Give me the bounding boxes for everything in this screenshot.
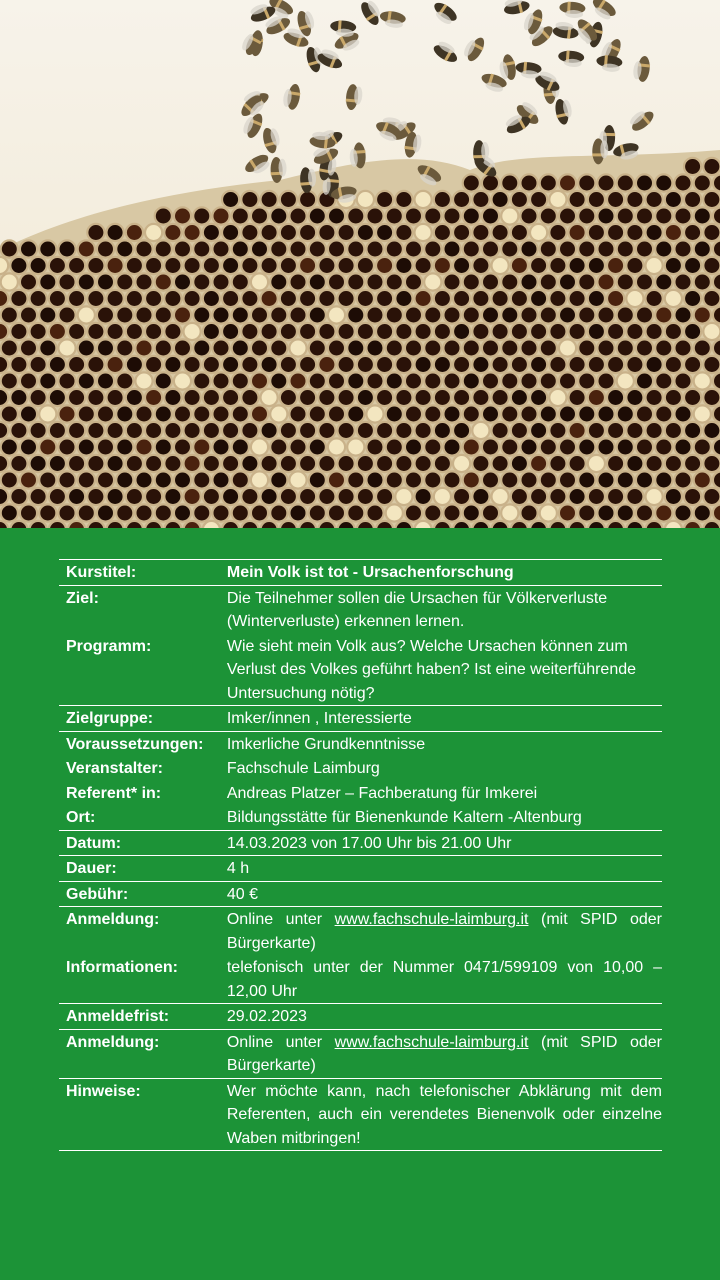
- row-anmeldefrist: [59, 1004, 662, 1030]
- hinweise-value: Wer möchte kann, nach telefonischer Abklärung mit dem Referenten, auch ein verendetes Bienenvolk oder einzelne Waben mitbringen!: [226, 1082, 662, 1147]
- informationen-value: telefonisch unter der Nummer 0471/599109 von 10,00 – 12,00 Uhr: [226, 959, 662, 1000]
- row-anmeldung-2: [59, 1029, 662, 1078]
- ort-value: Bildungsstätte für Bienenkunde Kaltern -Altenburg: [226, 809, 582, 826]
- row-referent: [59, 781, 662, 806]
- row-anmeldung: [59, 907, 662, 956]
- row-gebuehr: [59, 881, 662, 907]
- dauer-value: 4 h: [226, 860, 250, 877]
- gebuehr-value: 40 €: [226, 885, 258, 903]
- zielgruppe-value: Imker/innen , Interessierte: [226, 710, 412, 727]
- honeycomb-photo: [0, 0, 720, 528]
- zielgruppe-label: Zielgruppe:: [66, 710, 154, 727]
- anmeldefrist-value: 29.02.2023: [226, 1008, 307, 1025]
- row-hinweise: [59, 1078, 662, 1151]
- row-ort: [59, 805, 662, 830]
- programm-label: Programm:: [66, 637, 152, 655]
- programm-value: Wie sieht mein Volk aus? Welche Ursachen können zum Verlust des Volkes geführt haben? Ist eine weiterführende Untersuchung nötig?: [226, 637, 637, 702]
- informationen-label: Informationen:: [66, 959, 178, 976]
- voraussetzungen-label: Voraussetzungen:: [66, 735, 204, 753]
- anmeldung-2-value: [220, 1029, 662, 1078]
- anmeldung-2-label: Anmeldung:: [66, 1033, 160, 1051]
- course-info-table: [59, 559, 662, 1151]
- kurstitel-value: Mein Volk ist tot - Ursachenforschung: [226, 564, 514, 581]
- course-info-panel: [0, 528, 720, 1280]
- ziel-value: Die Teilnehmer sollen die Ursachen für Völkerverluste (Winterverluste) erkennen lernen.: [226, 589, 608, 630]
- row-informationen: [59, 955, 662, 1004]
- voraussetzungen-value: Imkerliche Grundkenntnisse: [226, 735, 426, 753]
- referent-label: Referent* in:: [66, 784, 162, 802]
- veranstalter-value: Fachschule Laimburg: [226, 760, 380, 777]
- row-veranstalter: [59, 756, 662, 781]
- dauer-label: Dauer:: [66, 860, 117, 877]
- anmeldung-label: Anmeldung:: [66, 911, 160, 928]
- anmeldung-website-link[interactable]: www.fachschule-laimburg.it: [334, 911, 529, 928]
- ort-label: Ort:: [66, 809, 96, 826]
- ziel-label: Ziel:: [66, 589, 99, 607]
- row-programm: [59, 634, 662, 706]
- row-ziel: [59, 585, 662, 634]
- row-datum: [59, 830, 662, 856]
- veranstalter-label: Veranstalter:: [66, 760, 163, 777]
- anmeldefrist-label: Anmeldefrist:: [66, 1008, 170, 1025]
- row-zielgruppe: [59, 706, 662, 732]
- anmeldung-2-website-link[interactable]: www.fachschule-laimburg.it: [334, 1033, 529, 1051]
- anmeldung-suffix: (mit SPID oder Bürgerkarte): [226, 911, 663, 952]
- row-voraussetzungen: [59, 731, 662, 756]
- anmeldung-2-suffix: (mit SPID oder Bürgerkarte): [226, 1033, 663, 1074]
- anmeldung-2-prefix: Online unter: [226, 1033, 323, 1051]
- anmeldung-prefix: Online unter: [226, 911, 323, 928]
- kurstitel-label: Kurstitel:: [66, 564, 137, 581]
- row-dauer: [59, 856, 662, 882]
- row-kurstitel: [59, 560, 662, 586]
- referent-value: Andreas Platzer – Fachberatung für Imkerei: [226, 784, 538, 802]
- gebuehr-label: Gebühr:: [66, 885, 129, 903]
- hinweise-label: Hinweise:: [66, 1082, 141, 1100]
- datum-value: 14.03.2023 von 17.00 Uhr bis 21.00 Uhr: [226, 834, 512, 852]
- datum-label: Datum:: [66, 834, 122, 852]
- anmeldung-value: [220, 907, 662, 956]
